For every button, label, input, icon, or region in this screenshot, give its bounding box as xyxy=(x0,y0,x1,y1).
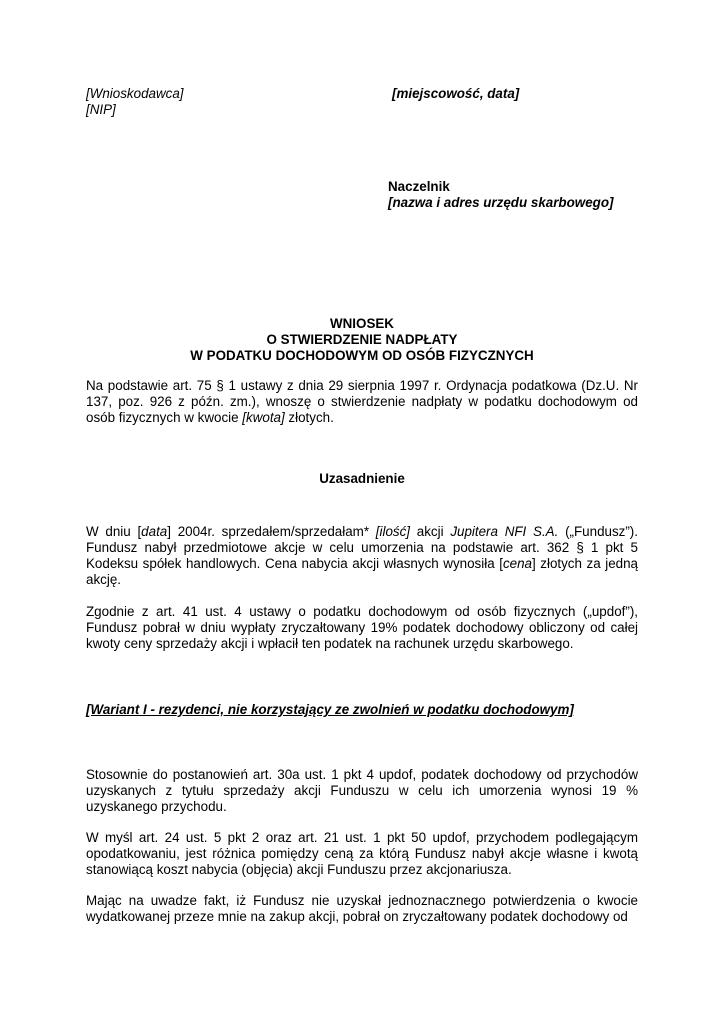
variant-paragraph-3: Mając na uwadze fakt, iż Fundusz nie uzyskał jednoznacznego potwierdzenia o kwocie wydatkowanej przeze mnie na zakup akcji, pobrał on zryczałtowany podatek dochodowy od xyxy=(86,893,638,924)
jp1-b: ] 2004r. sprzedałem/sprzedałam* xyxy=(167,524,376,539)
quantity-placeholder: [ilość] xyxy=(375,524,411,539)
nip-placeholder: [NIP] xyxy=(86,102,116,117)
place-date-placeholder: [miejscowość, data] xyxy=(392,86,520,101)
jp1-c: akcji xyxy=(410,524,451,539)
jp1-e: ] złotych za jedną akcję. xyxy=(86,556,639,587)
amount-placeholder: [kwota] xyxy=(242,410,285,425)
title-line-3: W PODATKU DOCHODOWYM OD OSÓB FIZYCZNYCH xyxy=(190,348,534,363)
document-title xyxy=(86,316,638,364)
justification-paragraph-2: Zgodnie z art. 41 ust. 4 ustawy o podatku dochodowym od osób fizycznych („updof”), Fundusz pobrał w dniu wypłaty zryczałtowany 19% podatek dochodowy obliczony od całej kwoty ceny sprzedaży akcji i wpłacił ten podatek na rachunek urzędu skarbowego. xyxy=(86,604,638,651)
jp1-a: W dniu [ xyxy=(86,524,142,539)
fund-name: Jupitera NFI S.A. xyxy=(450,524,559,539)
title-line-2: O STWIERDZENIE NADPŁATY xyxy=(266,332,458,347)
date-placeholder: data xyxy=(141,524,168,539)
price-placeholder: cena xyxy=(502,556,532,571)
justification-heading: Uzasadnienie xyxy=(319,471,405,486)
addressee-title: Naczelnik xyxy=(388,179,450,194)
variant-paragraph-1: Stosownie do postanowień art. 30a ust. 1 pkt 4 updof, podatek dochodowy od przychodów uzyskanych z tytułu sprzedaży akcji Funduszu w celu ich umorzenia wynosi 19 % uzyskanego przychodu. xyxy=(86,767,638,814)
jp1-d: („Fundusz”). Fundusz nabył przedmiotowe akcje w celu umorzenia na podstawie art. 362 § 1 pkt 5 Kodeksu spółek handlowych. Cena nabycia akcji własnych wynosiła [ xyxy=(86,524,638,571)
justification-paragraph-1 xyxy=(86,524,638,588)
title-line-1: WNIOSEK xyxy=(330,316,394,331)
intro-paragraph xyxy=(86,378,638,426)
addressee-office: [nazwa i adres urzędu skarbowego] xyxy=(388,195,614,210)
intro-text-a: Na podstawie art. 75 § 1 ustawy z dnia 29 sierpnia 1997 r. Ordynacja podatkowa (Dz.U. Nr 137, poz. 926 z późn. zm.), wnoszę o stwierdzenie nadpłaty w podatku dochodowym od osób fizycznych w kwocie xyxy=(86,378,638,425)
variant-paragraph-2: W myśl art. 24 ust. 5 pkt 2 oraz art. 21 ust. 1 pkt 50 updof, przychodem podlegającym opodatkowaniu, jest różnica pomiędzy ceną za którą Fundusz nabył akcje własne i kwotą stanowiącą koszt nabycia (objęcia) akcji Funduszu przez akcjonariusza. xyxy=(86,830,638,877)
variant-heading: [Wariant I - rezydenci, nie korzystający ze zwolnień w podatku dochodowym] xyxy=(86,702,574,717)
intro-text-b: złotych. xyxy=(284,410,334,425)
applicant-placeholder: [Wnioskodawca] xyxy=(86,86,184,101)
